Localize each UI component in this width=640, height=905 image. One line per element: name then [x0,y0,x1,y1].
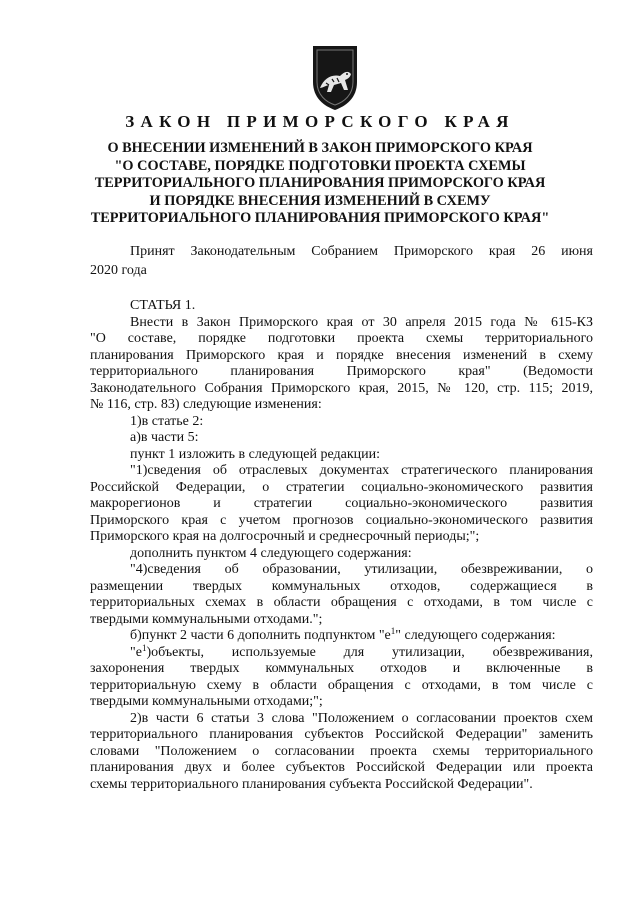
text-line: Законодательного Собрания Приморского края, 2015, № 120, стр. 115; 2019, [90,380,593,396]
text-line: Внести в Закон Приморского края от 30 апреля 2015 года № 615-КЗ [130,314,593,330]
subtitle-line: И ПОРЯДКЕ ВНЕСЕНИЯ ИЗМЕНЕНИЙ В СХЕМУ [149,192,491,209]
text-fragment: "е [130,644,142,660]
superscript: 1 [141,642,147,653]
superscript: 1 [390,626,396,636]
text-line: "1)сведения об отраслевых документах стратегического планирования [130,463,593,478]
text-line: "4)сведения об образовании, утилизации, обезвреживании, о [130,562,593,577]
text-fragment: б)пункт 2 части 6 дополнить подпунктом "е [130,628,391,643]
text-line: схемы территориального планирования субъекта Российской Федерации". [90,776,533,792]
text-line: захоронения твердых коммунальных отходов и включенные в [90,661,593,676]
adoption-line: Принят Законодательным Собранием Приморского края 26 июня [130,244,593,259]
text-line: словами "Положением о согласовании проекта схемы территориального [90,743,593,759]
text-line: твердыми коммунальными отходами."; [90,611,323,627]
text-line: дополнить пунктом 4 следующего содержания: [130,545,412,561]
text-line: планирования Приморского края и порядке внесения изменений в схему [90,347,593,363]
text-line: "О составе, порядке подготовки проекта схемы территориального [90,331,593,346]
text-line: 2)в части 6 статьи 3 слова "Положением о согласовании проектов схем [130,710,593,726]
text-line: территориального планирования субъектов Российской Федерации" заменить [90,727,593,742]
text-line: пункт 1 изложить в следующей редакции: [130,446,380,462]
text-line: макрорегионов и стратегии социально-экономического развития [90,496,593,511]
text-line: 1)в статье 2: [130,413,204,429]
law-subtitle [50,140,590,228]
law-title: ЗАКОН ПРИМОРСКОГО КРАЯ [125,112,515,131]
text-line: территориальных схемах в области обращения с отходами, в том числе с [90,595,593,610]
text-line: а)в части 5: [130,430,199,445]
text-line: размещении твердых коммунальных отходов, содержащиеся в [90,578,593,594]
text-line: территориальную схему в области обращения с отходами, в том числе с [90,677,593,693]
adoption-note [90,242,593,280]
text-line: территориального планирования Приморского края" (Ведомости [90,364,593,379]
subtitle-line: "О СОСТАВЕ, ПОРЯДКЕ ПОДГОТОВКИ ПРОЕКТА СХЕМЫ [114,157,526,174]
text-line [90,642,593,662]
adoption-date: 2020 года [90,263,147,278]
subtitle-line: О ВНЕСЕНИИ ИЗМЕНЕНИЙ В ЗАКОН ПРИМОРСКОГО КРАЯ [107,140,533,156]
text-fragment: " следующего содержания: [395,628,556,643]
subtitle-line: ТЕРРИТОРИАЛЬНОГО ПЛАНИРОВАНИЯ ПРИМОРСКОГО КРАЯ [94,175,546,192]
text-fragment: )объекты, используемые для утилизации, обезвреживания, [146,644,593,660]
text-line: планирования двух и более субъектов Российской Федерации или проекта [90,760,593,775]
text-line: Российской Федерации, о стратегии социально-экономического развития [90,479,593,495]
text-line: Приморского края с учетом прогнозов социально-экономического развития [90,512,593,528]
article-heading: СТАТЬЯ 1. [130,298,196,313]
primorsky-coat-of-arms-icon [306,42,364,112]
text-line: Приморского края на долгосрочный и среднесрочный периоды;"; [90,529,480,544]
text-line: твердыми коммунальными отходами;"; [90,694,323,709]
text-line: № 116, стр. 83) следующие изменения: [90,397,322,412]
article-body [90,298,593,793]
text-line [90,628,593,645]
subtitle-line: ТЕРРИТОРИАЛЬНОГО ПЛАНИРОВАНИЯ ПРИМОРСКОГО КРАЯ" [90,210,550,227]
